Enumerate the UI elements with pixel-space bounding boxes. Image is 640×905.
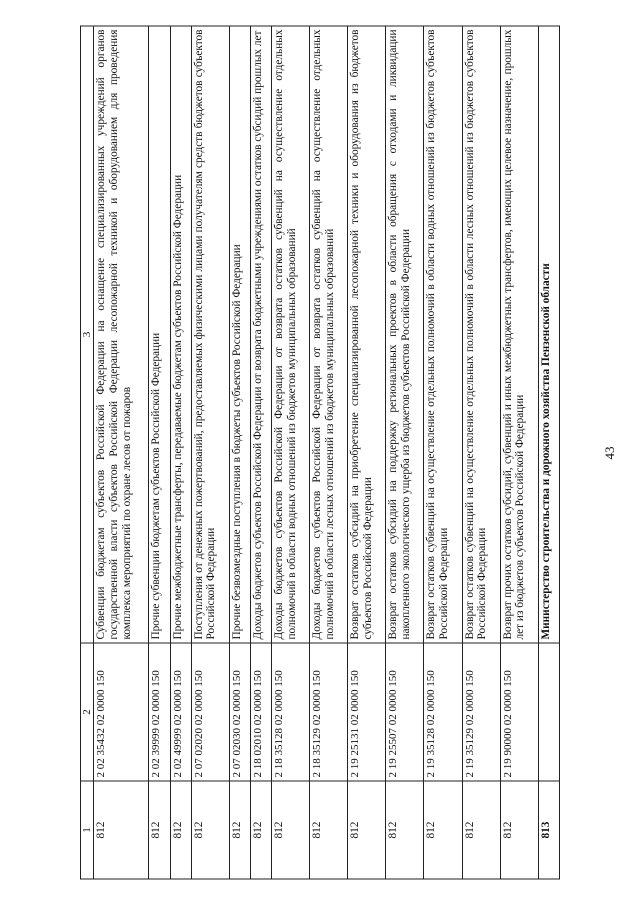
header-col-3: 3 [81, 26, 94, 643]
admin-code-cell: 812 [424, 781, 462, 879]
table-row [424, 26, 462, 879]
table-row [191, 26, 229, 879]
admin-code-cell: 812 [170, 781, 191, 879]
table-row [386, 26, 424, 879]
revenue-name-cell: Доходы бюджетов субъектов Российской Федерации от возврата бюджетными учреждениями остатков субсидий прошлых лет [250, 26, 271, 643]
revenue-code-cell [538, 643, 559, 781]
revenue-name-cell: Поступления от денежных пожертвований, предоставляемых физическими лицами получателям средств бюджетов субъектов Российской Федерации [191, 26, 229, 643]
revenue-name-cell: Доходы бюджетов субъектов Российской Федерации от возврата остатков субвенций на осуществление отдельных полномочий в области лесных отношений из бюджетов муниципальных образований [310, 26, 348, 643]
table-row [500, 26, 538, 879]
revenue-code-cell: 2 18 02010 02 0000 150 [250, 643, 271, 781]
revenue-code-cell: 2 18 35128 02 0000 150 [271, 643, 309, 781]
table-row [94, 26, 149, 879]
revenue-code-cell: 2 19 35129 02 0000 150 [462, 643, 500, 781]
revenue-code-cell: 2 18 35129 02 0000 150 [310, 643, 348, 781]
revenue-code-cell: 2 07 02030 02 0000 150 [229, 643, 250, 781]
revenue-code-cell: 2 02 39999 02 0000 150 [149, 643, 170, 781]
page-number: 43 [602, 446, 617, 460]
admin-code-cell: 812 [462, 781, 500, 879]
revenue-name-cell: Возврат прочих остатков субсидий, субвенций и иных межбюджетных трансфертов, имеющих целевое назначение, прошлых лет из бюджетов субъектов Российской Федерации [500, 26, 538, 643]
revenue-code-cell: 2 07 02020 02 0000 150 [191, 643, 229, 781]
table-row [310, 26, 348, 879]
admin-code-cell: 812 [271, 781, 309, 879]
admin-code-cell: 812 [386, 781, 424, 879]
revenue-code-cell: 2 02 35432 02 0000 150 [94, 643, 149, 781]
header-col-1: 1 [81, 781, 94, 879]
revenue-name-cell: Прочие межбюджетные трансферты, передаваемые бюджетам субъектов Российской Федерации [170, 26, 191, 643]
admin-code-cell: 813 [538, 781, 559, 879]
admin-code-cell: 812 [310, 781, 348, 879]
revenue-name-cell: Возврат остатков субсидий на приобретение специализированной лесопожарной техники и оборудования из бюджетов субъектов Российской Федерации [348, 26, 386, 643]
revenue-code-cell: 2 19 25507 02 0000 150 [386, 643, 424, 781]
admin-code-cell: 812 [250, 781, 271, 879]
table-row [271, 26, 309, 879]
admin-code-cell: 812 [149, 781, 170, 879]
table-row [149, 26, 170, 879]
revenue-name-cell: Прочие субвенции бюджетам субъектов Российской Федерации [149, 26, 170, 643]
admin-code-cell: 812 [229, 781, 250, 879]
revenue-code-cell: 2 19 25131 02 0000 150 [348, 643, 386, 781]
revenue-code-cell: 2 02 49999 02 0000 150 [170, 643, 191, 781]
revenue-name-cell: Доходы бюджетов субъектов Российской Федерации от возврата остатков субвенций на осуществление отдельных полномочий в области водных отношений из бюджетов муниципальных образований [271, 26, 309, 643]
rotated-table-container [80, 27, 560, 880]
admin-code-cell: 812 [500, 781, 538, 879]
budget-revenue-table [80, 26, 560, 880]
header-col-2: 2 [81, 643, 94, 781]
table-row [462, 26, 500, 879]
table-header-row [81, 26, 94, 879]
admin-code-cell: 812 [94, 781, 149, 879]
revenue-code-cell: 2 19 35128 02 0000 150 [424, 643, 462, 781]
admin-code-cell: 812 [191, 781, 229, 879]
table-row [250, 26, 271, 879]
table-row [229, 26, 250, 879]
revenue-name-cell: Возврат остатков субвенций на осуществление отдельных полномочий в области лесных отношений из бюджетов субъектов Российской Федерации [462, 26, 500, 643]
table-row [170, 26, 191, 879]
revenue-name-cell: Возврат остатков субвенций на осуществление отдельных полномочий в области водных отношений из бюджетов субъектов Российской Федерации [424, 26, 462, 643]
table-row [538, 26, 559, 879]
revenue-name-cell: Возврат остатков субсидий на поддержку региональных проектов в области обращения с отходами и ликвидации накопленного экологического ущерба из бюджетов субъектов Российской Федерации [386, 26, 424, 643]
revenue-name-cell: Министерство строительства и дорожного хозяйства Пензенской области [538, 26, 559, 643]
revenue-code-cell: 2 19 90000 02 0000 150 [500, 643, 538, 781]
table-row [348, 26, 386, 879]
revenue-name-cell: Субвенции бюджетам субъектов Российской Федерации на оснащение специализированных учреждений органов государственной власти субъектов Российской Федерации лесопожарной техникой и оборудованием для проведения комплекса мероприятий по охране лесов от пожаров [94, 26, 149, 643]
admin-code-cell: 812 [348, 781, 386, 879]
revenue-name-cell: Прочие безвозмездные поступления в бюджеты субъектов Российской Федерации [229, 26, 250, 643]
